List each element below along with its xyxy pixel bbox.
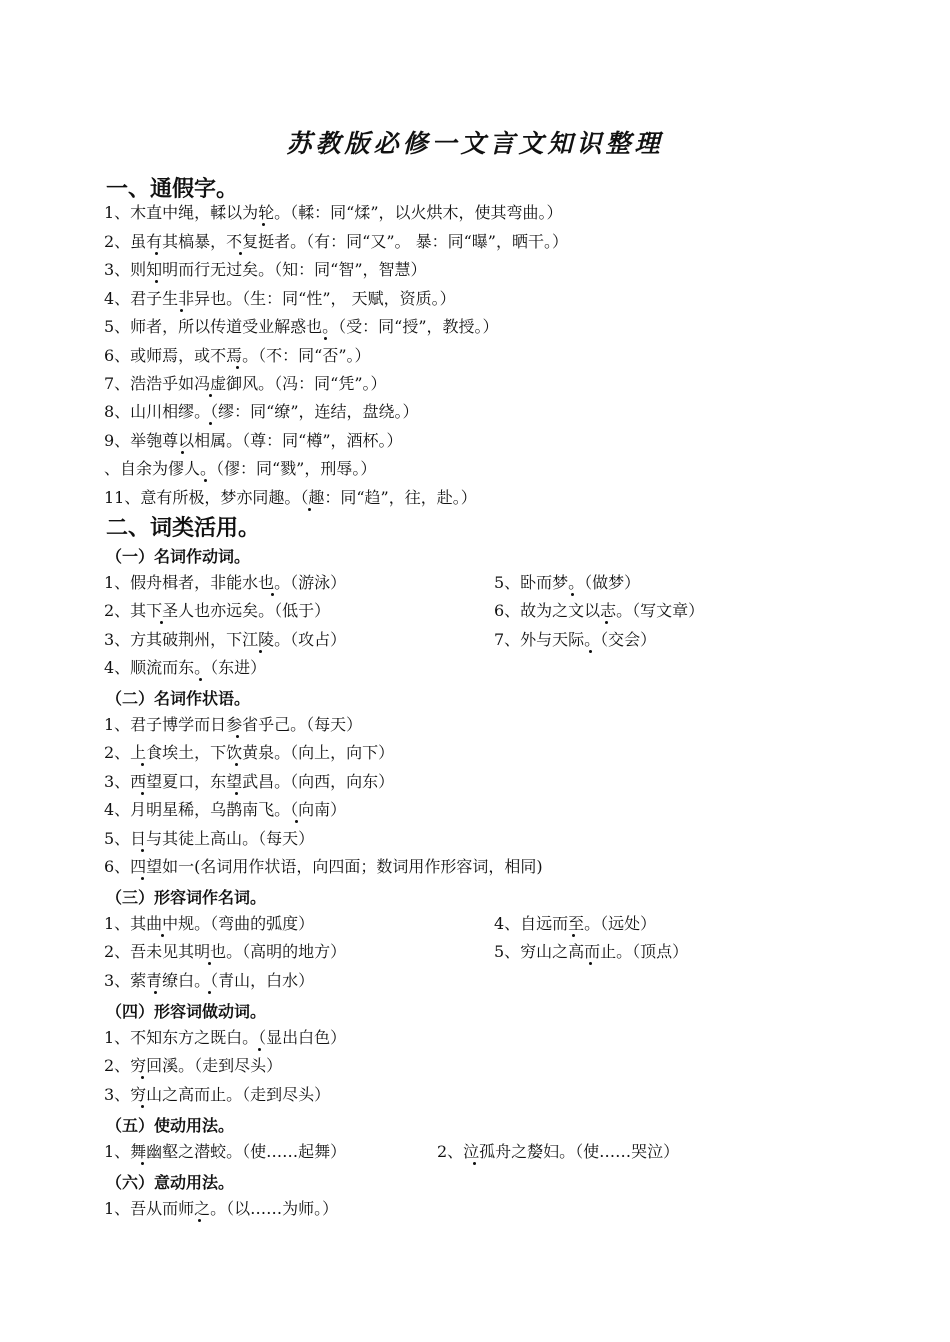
emphasis-dot <box>160 621 163 624</box>
list-item: 9、举匏尊以相属。（尊：同“樽”，酒杯。） <box>104 431 403 450</box>
document-title: 苏教版必修一文言文知识整理 <box>286 129 664 158</box>
emphasis-dot <box>209 422 212 425</box>
list-item: 、自余为僇人。（僇：同“戮”，刑辱。） <box>104 459 377 478</box>
emphasis-dot <box>473 1162 476 1165</box>
list-item: 3、则知明而行无过矣。（知：同“智”，智慧） <box>104 260 427 279</box>
emphasis-dot <box>262 223 265 226</box>
emphasis-dot <box>141 849 144 852</box>
emphasis-dot <box>204 479 207 482</box>
emphasis-dot <box>236 366 239 369</box>
subsection-heading: （六）意动用法。 <box>106 1173 235 1192</box>
list-item: 2、上食埃土，下饮黄泉。（向上，向下） <box>104 743 395 762</box>
list-item: 1、其曲中规。（弯曲的弧度） <box>104 914 315 933</box>
list-item: 1、舞幽壑之潜蛟。（使……起舞） <box>104 1142 347 1161</box>
list-item: 4、自远而至。（远处） <box>494 914 657 933</box>
emphasis-dot <box>141 1076 144 1079</box>
emphasis-dot <box>198 1219 201 1222</box>
list-item: 2、泣孤舟之嫠妇。（使……哭泣） <box>437 1142 680 1161</box>
list-item: 3、西望夏口，东望武昌。（向西，向东） <box>104 772 395 791</box>
subsection-heading: （一）名词作动词。 <box>106 547 251 566</box>
emphasis-dot <box>258 1048 261 1051</box>
emphasis-dot <box>141 792 144 795</box>
list-item: 2、吾未见其明也。（高明的地方） <box>104 942 347 961</box>
emphasis-dot <box>236 735 239 738</box>
emphasis-dot <box>141 1105 144 1108</box>
emphasis-dot <box>141 763 144 766</box>
emphasis-dot <box>155 252 158 255</box>
list-item: 1、吾从而师之。（以……为师。） <box>104 1199 339 1218</box>
emphasis-dot <box>208 962 211 965</box>
list-item: 7、外与天际。（交会） <box>494 630 657 649</box>
list-item: 3、萦青缭白。（青山，白水） <box>104 971 315 990</box>
emphasis-dot <box>295 820 298 823</box>
emphasis-dot <box>605 621 608 624</box>
list-item: 8、山川相缪。（缪：同“缭”，连结，盘绕。） <box>104 402 419 421</box>
emphasis-dot <box>571 593 574 596</box>
list-item: 5、卧而梦。（做梦） <box>494 573 641 592</box>
list-item: 3、穷山之高而止。（走到尽头） <box>104 1085 331 1104</box>
emphasis-dot <box>308 508 311 511</box>
list-item: 7、浩浩乎如冯虚御风。（冯：同“凭”。） <box>104 374 387 393</box>
emphasis-dot <box>161 934 164 937</box>
emphasis-dot <box>208 991 211 994</box>
list-item: 1、木直中绳，輮以为轮。（輮：同“煣”，以火烘木，使其弯曲。） <box>104 203 563 222</box>
list-item: 5、师者，所以传道受业解惑也。（受：同“授”，教授。） <box>104 317 499 336</box>
emphasis-dot <box>180 309 183 312</box>
list-item: 4、顺流而东。（东进） <box>104 658 267 677</box>
emphasis-dot <box>141 1162 144 1165</box>
list-item: 1、不知东方之既白。（显出白色） <box>104 1028 347 1047</box>
subsection-heading: （二）名词作状语。 <box>106 689 251 708</box>
section-heading-cileihuoyong: 二、词类活用。 <box>106 516 261 541</box>
emphasis-dot <box>235 763 238 766</box>
emphasis-dot <box>572 934 575 937</box>
subsection-heading: （三）形容词作名词。 <box>106 888 267 907</box>
list-item: 4、月明星稀，乌鹊南飞。（向南） <box>104 800 347 819</box>
emphasis-dot <box>235 792 238 795</box>
list-item: 3、方其破荆州，下江陵。（攻占） <box>104 630 347 649</box>
subsection-heading: （四）形容词做动词。 <box>106 1002 267 1021</box>
list-item: 6、故为之文以志。（写文章） <box>494 601 705 620</box>
list-item: 11、意有所极，梦亦同趣。（趣：同“趋”，往，赴。） <box>104 488 477 507</box>
emphasis-dot <box>181 451 184 454</box>
emphasis-dot <box>239 252 242 255</box>
emphasis-dot <box>589 962 592 965</box>
emphasis-dot <box>324 337 327 340</box>
list-item: 6、或师焉，或不焉。（不：同“否”。） <box>104 346 371 365</box>
section-heading-tongjiazi: 一、通假字。 <box>106 177 239 202</box>
emphasis-dot <box>199 678 202 681</box>
emphasis-dot <box>154 991 157 994</box>
list-item: 2、穷回溪。（走到尽头） <box>104 1056 283 1075</box>
list-item: 5、穷山之高而止。（顶点） <box>494 942 689 961</box>
emphasis-dot <box>589 650 592 653</box>
list-item: 4、君子生非异也。（生：同“性”， 天赋，资质。） <box>104 289 456 308</box>
emphasis-dot <box>155 280 158 283</box>
emphasis-dot <box>259 650 262 653</box>
emphasis-dot <box>141 877 144 880</box>
list-item: 5、日与其徒上高山。（每天） <box>104 829 315 848</box>
subsection-heading: （五）使动用法。 <box>106 1116 235 1135</box>
list-item: 1、君子博学而日参省乎己。（每天） <box>104 715 363 734</box>
list-item: 6、四望如一(名词用作状语，向四面；数词用作形容词，相同) <box>104 857 543 876</box>
list-item: 1、假舟楫者，非能水也。（游泳） <box>104 573 347 592</box>
list-item: 2、其下圣人也亦远矣。（低于） <box>104 601 331 620</box>
list-item: 2、虽有其槁暴，不复挺者。（有：同“又”。 暴：同“曝”，晒干。） <box>104 232 568 251</box>
emphasis-dot <box>271 593 274 596</box>
emphasis-dot <box>209 394 212 397</box>
